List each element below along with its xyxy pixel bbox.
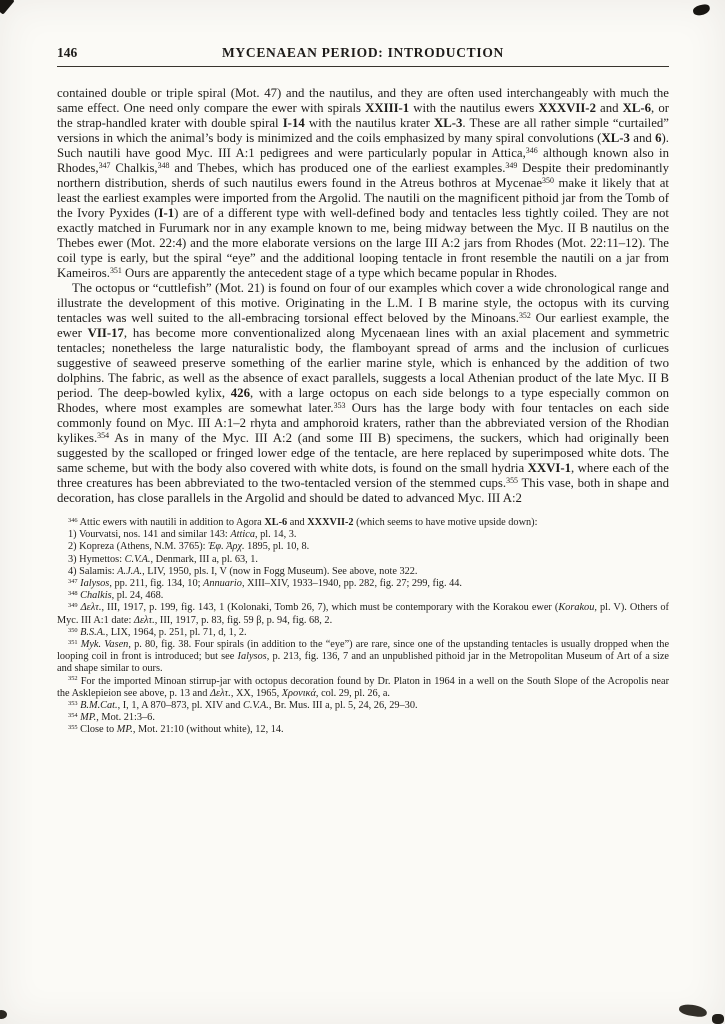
running-title: MYCENAEAN PERIOD: INTRODUCTION — [221, 45, 504, 60]
footnote-355: $^{355}$ Close to MP., Mot. 21:10 (without white), 12, 14. — [68, 724, 284, 736]
scan-artifact-bottom-right-corner — [712, 1014, 724, 1024]
body-paragraph: The octopus or “cuttlefish” (Mot. 21) is found on four of our examples which cover a wide chronological range and illustrate the development of this motive. Originating in the L.M. I B marine style, the octopus with its curving tentacles was well suited to the all-embracing torsional effect beloved by the Minoans.$^{352}$ Our earliest example, the ewer VII-17, has become more conventionalized along Mycenaean lines with an axial placement and symmetric tentacles; nonetheless the large naturalistic body, the flamboyant spread of arms and the inclusion of curlicues suggestive of seaweed preserve something of the earlier marine style, which is enhanced by the addition of two dolphins. The fabric, as well as the absence of exact parallels, suggests a local Athenian product of the late Myc. II B period. The deep-bowled kylix, 426, with a large octopus on each side belongs to a type especially common on Rhodes, where most examples are somewhat later.$^{353}$ Ours has the large body with four tentacles on each side commonly found on Myc. III A:1–2 rhyta and amphoroid kraters, rather than the abbreviated version of the Rhodian kylikes.$^{354}$ As in many of the Myc. III A:2 (and some III B) specimens, the suckers, which had originally been suggested by the scalloped or fringed lower edge of the tentacle, are here replaced by superimposed white dots. The same scheme, but with the body also covered with white dots, is found on the small hydria XXVI-1, where each of the three creatures has been abbreviated to the two-tentacled version of the stemmed cups.$^{355}$ This vase, both in shape and decoration, has close parallels in the Argolid and should be dated to advanced Myc. III A:2 — [57, 281, 670, 505]
footnote-346-item-3: 3) Hymettos: C.V.A., Denmark, III a, pl. 63, 1. — [68, 553, 258, 565]
footnote-346: $^{346}$ Attic ewers with nautili in addition to Agora XL-6 and XXXVII-2 (which seems to have motive upside down): — [68, 516, 538, 528]
header-rule — [57, 66, 669, 67]
scan-artifact-bottom-left — [0, 1010, 7, 1019]
running-header — [57, 45, 669, 62]
footnote-346-item-2: 2) Kopreza (Athens, N.M. 3765): Ἐφ. Ἀρχ. 1895, pl. 10, 8. — [68, 541, 310, 553]
footnote-354: $^{354}$ MP., Mot. 21:3–6. — [68, 712, 155, 724]
footnote-348: $^{348}$ Chalkis, pl. 24, 468. — [68, 590, 164, 602]
body-paragraph: contained double or triple spiral (Mot. 47) and the nautilus, and they are often used interchangeably with much the same effect. One need only compare the ewer with spirals XXIII-1 with the nautilus ewers XXXVII-2 and XL-6, or the strap-handled krater with double spiral I-14 with the nautilus krater XL-3. These are all rather simple “curtailed” versions in which the animal’s body is minimized and the coils emphasized by many spiral convolutions (XL-3 and 6). Such nautili have good Myc. III A:1 pedigrees and were particularly popular in Attica,$^{346}$ although known also in Rhodes,$^{347}$ Chalkis,$^{348}$ and Thebes, which has produced one of the earliest examples.$^{349}$ Despite their predominantly northern distribution, sherds of such nautilus ewers found in the Atreus bothros at Mycenae$^{350}$ make it likely that at least the earliest examples were imported from the Argolid. The nautili on the magnificent pithoid jar from the Tomb of the Ivory Pyxides (I-1) are of a different type with well-defined body and tentacles less tightly coiled. They are not exactly matched in Furumark nor in any example known to me, being midway between the Myc. II B nautilus on the Thebes ewer (Mot. 22:4) and the more elaborate versions on the large III A:2 jars from Rhodes (Mot. 22:11–12). The coil type is early, but the spiral “eye” and the additional looping tentacle in front resemble the nautili on a jar from Kameiros.$^{351}$ Ours are apparently the antecedent stage of a type which became popular in Rhodes. — [57, 86, 670, 280]
page-number: 146 — [57, 45, 78, 60]
scan-artifact-top-left — [0, 0, 15, 15]
footnote-351: $^{351}$ Myk. Vasen, p. 80, fig. 38. Four spirals (in addition to the “eye”) are rare, since one of the upstanding tentacles is usually dropped when the looping coil in front is introduced; but see Ialysos, p. 213, fig. 136, 7 and an unpublished pithoid jar in the Metropolitan Museum of Art of a size and shape similar to ours. — [57, 638, 670, 675]
footnote-350: $^{350}$ B.S.A., LIX, 1964, p. 251, pl. 71, d, 1, 2. — [68, 626, 247, 638]
footnote-346-item-1: 1) Vourvatsi, nos. 141 and similar 143: Attica, pl. 14, 3. — [68, 529, 297, 541]
footnote-353: $^{353}$ B.M.Cat., I, 1, A 870–873, pl. XIV and C.V.A., Br. Mus. III a, pl. 5, 24, 26, 29–30. — [68, 699, 418, 712]
scan-artifact-top-right — [692, 3, 711, 16]
scan-artifact-bottom-right — [678, 1003, 707, 1018]
footnote-352: $^{352}$ For the imported Minoan stirrup-jar with octopus decoration found by Dr. Platon in 1964 in a well on the South Slope of the Acropolis near the Asklepieion see above, p. 13 and Δελτ., XX, 1965, Χρονικά, col. 29, pl. 26, a. — [57, 675, 669, 699]
footnote-347: $^{347}$ Ialysos, pp. 211, fig. 134, 10; Annuario, XIII–XIV, 1933–1940, pp. 282, fig. 27; 299, fig. 44. — [68, 577, 462, 590]
main-text — [57, 86, 669, 506]
footnote-349: $^{349}$ Δελτ., III, 1917, p. 199, fig. 143, 1 (Kolonaki, Tomb 26, 7), which must be contemporary with the Korakou ewer (Korakou, pl. V). Others of Myc. III A:1 date: Δελτ., III, 1917, p. 83, fig. 59 β, p. 94, fig. 68, 2. — [57, 602, 669, 626]
footnote-346-item-4: 4) Salamis: A.J.A., LIV, 1950, pls. I, V (now in Fogg Museum). See above, note 322. — [68, 565, 418, 577]
footnotes-section — [57, 517, 669, 737]
page-content — [57, 45, 669, 737]
